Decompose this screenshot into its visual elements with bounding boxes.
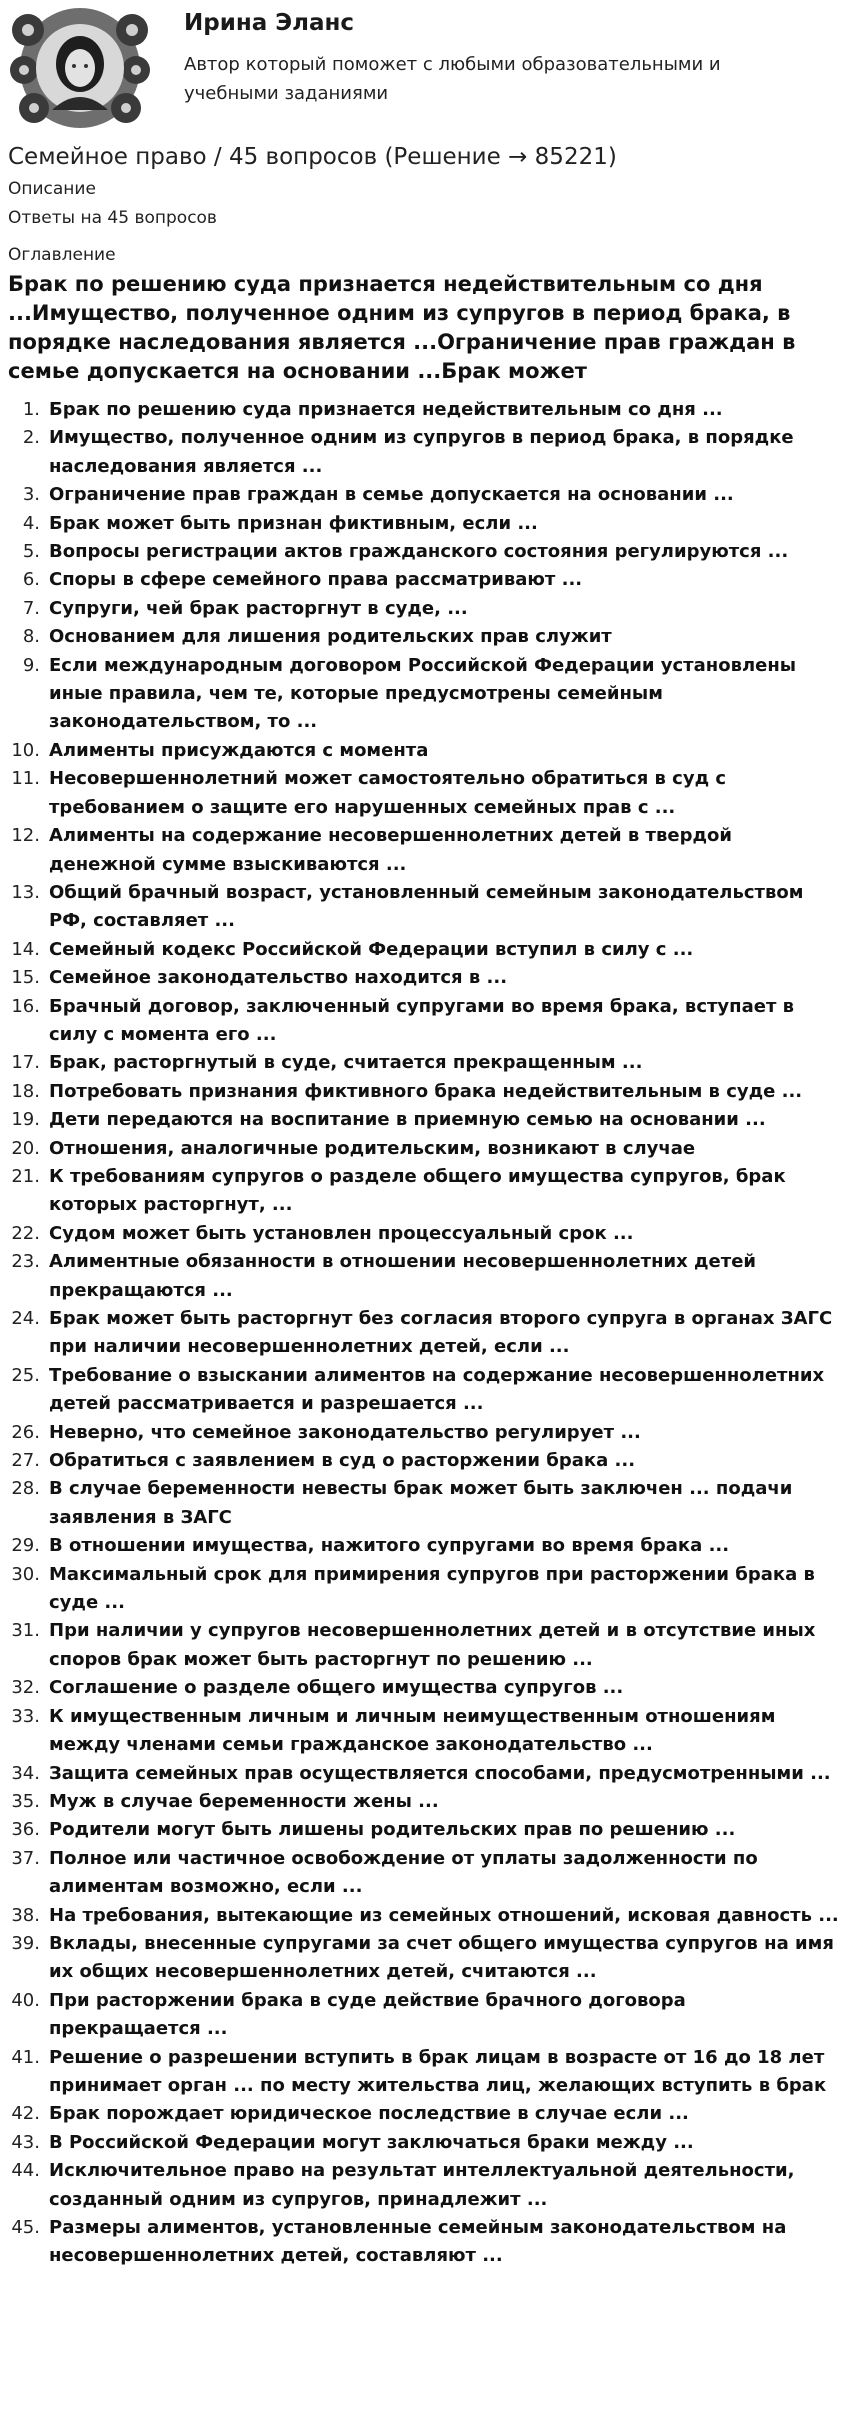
question-item <box>0 652 847 737</box>
question-number: 5. <box>22 541 40 563</box>
question-number: 35. <box>11 1790 40 1812</box>
question-text: В Российской Федерации могут заключаться браки между ... <box>49 2131 694 2153</box>
question-text: Споры в сфере семейного права рассматривают ... <box>49 569 583 591</box>
question-text: Семейный кодекс Российской Федерации вступил в силу с ... <box>49 938 694 960</box>
question-number: 19. <box>11 1109 40 1131</box>
question-text: Требование о взыскании алиментов на содержание несовершеннолетних детей рассматривается и разрешается ... <box>49 1364 825 1415</box>
description-label: Описание <box>8 179 96 199</box>
question-number: 9. <box>22 654 40 676</box>
question-text: Неверно, что семейное законодательство регулирует ... <box>49 1421 641 1443</box>
question-number: 10. <box>11 739 40 761</box>
question-number: 8. <box>22 626 40 648</box>
question-text: Алименты на содержание несовершеннолетних детей в твердой денежной сумме взыскиваются ... <box>49 825 732 875</box>
question-text: Имущество, полученное одним из супругов в период брака, в порядке наследования является ... <box>49 427 794 477</box>
question-number: 14. <box>11 938 40 960</box>
question-item <box>0 2129 847 2157</box>
question-text: Основанием для лишения родительских прав служит <box>49 626 612 648</box>
question-number: 36. <box>11 1819 40 1841</box>
question-text: Супруги, чей брак расторгнут в суде, ... <box>49 597 468 619</box>
question-number: 26. <box>11 1421 40 1443</box>
question-text: В случае беременности невесты брак может быть заключен ... подачи заявления в ЗАГС <box>49 1478 793 1528</box>
question-item <box>0 510 847 538</box>
question-item <box>0 1561 847 1618</box>
question-item <box>0 538 847 566</box>
question-item <box>0 1248 847 1305</box>
question-item <box>0 623 847 651</box>
question-item <box>0 566 847 594</box>
question-number: 32. <box>11 1677 40 1699</box>
question-number: 41. <box>11 2046 40 2068</box>
question-number: 30. <box>11 1563 40 1585</box>
question-number: 31. <box>11 1620 40 1642</box>
author-name[interactable]: Ирина Эланс <box>184 10 355 36</box>
question-item <box>0 1902 847 1930</box>
question-text: Судом может быть установлен процессуальный срок ... <box>49 1222 634 1244</box>
question-text: При наличии у супругов несовершеннолетних детей и в отсутствие иных споров брак может быть расторгнут по решению ... <box>49 1620 816 1670</box>
question-item <box>0 1816 847 1844</box>
question-item <box>0 1930 847 1987</box>
question-text: Максимальный срок для примирения супругов при расторжении брака в суде ... <box>49 1563 815 1614</box>
question-text: Общий брачный возраст, установленный семейным законодательством РФ, составляет ... <box>49 881 804 932</box>
question-text: Вклады, внесенные супругами за счет общего имущества супругов на имя их общих несовершеннолетних детей, считаются ... <box>49 1932 834 1983</box>
question-number: 6. <box>22 569 40 591</box>
question-text: Брак по решению суда признается недействительным со дня ... <box>49 399 723 420</box>
question-text: При расторжении брака в суде действие брачного договора прекращается ... <box>49 1989 686 2040</box>
question-item <box>0 2100 847 2128</box>
author-avatar[interactable] <box>6 6 154 130</box>
question-text: Брачный договор, заключенный супругами во время брака, вступает в силу с момента его ... <box>49 995 795 1045</box>
question-number: 22. <box>11 1222 40 1244</box>
question-text: Если международным договором Российской Федерации установлены иные правила, чем те, которые предусмотрены семейным законодательством, то ... <box>49 654 797 733</box>
question-item <box>0 481 847 509</box>
question-text: Размеры алиментов, установленные семейным законодательством на несовершеннолетних детей, составляют ... <box>49 2217 787 2267</box>
question-number: 11. <box>11 768 40 790</box>
question-text: Полное или частичное освобождение от уплаты задолженности по алиментам возможно, если ... <box>49 1847 758 1898</box>
question-item <box>0 1760 847 1788</box>
question-number: 37. <box>11 1847 40 1869</box>
question-text: Брак может быть расторгнут без согласия второго супруга в органах ЗАГС при наличии несовершеннолетних детей, если ... <box>49 1308 833 1358</box>
question-number: 34. <box>11 1762 40 1784</box>
question-text: Обратиться с заявлением в суд о расторжении брака ... <box>49 1450 636 1472</box>
question-text: Потребовать признания фиктивного брака недействительным в суде ... <box>49 1080 803 1102</box>
question-number: 23. <box>11 1251 40 1273</box>
question-item <box>0 1419 847 1447</box>
question-number: 42. <box>11 2103 40 2125</box>
question-number: 39. <box>11 1932 40 1954</box>
question-item <box>0 765 847 822</box>
question-text: Брак может быть признан фиктивным, если ... <box>49 512 538 534</box>
author-card <box>0 0 847 140</box>
question-number: 13. <box>11 881 40 903</box>
question-text: На требования, вытекающие из семейных отношений, исковая давность ... <box>49 1904 839 1926</box>
question-item <box>0 1135 847 1163</box>
question-text: Алиментные обязанности в отношении несовершеннолетних детей прекращаются ... <box>49 1251 757 1301</box>
toc-label: Оглавление <box>8 245 116 265</box>
question-text: Несовершеннолетний может самостоятельно обратиться в суд с требованием о защите его нарушенных семейных прав с ... <box>49 768 727 818</box>
question-number: 24. <box>11 1308 40 1329</box>
question-number: 21. <box>11 1165 40 1187</box>
question-number: 43. <box>11 2131 40 2153</box>
question-number: 18. <box>11 1080 40 1102</box>
question-number: 38. <box>11 1904 40 1926</box>
question-item <box>0 2044 847 2101</box>
question-text: Вопросы регистрации актов гражданского состояния регулируются ... <box>49 541 789 563</box>
question-text: К имущественным личным и личным неимущественным отношениям между членами семьи гражданское законодательство ... <box>49 1705 776 1756</box>
question-text: Исключительное право на результат интеллектуальной деятельности, созданный одним из супругов, принадлежит ... <box>49 2160 795 2210</box>
question-item <box>0 1447 847 1475</box>
question-item <box>0 595 847 623</box>
question-item <box>0 1674 847 1702</box>
question-text: Ограничение прав граждан в семье допускается на основании ... <box>49 484 734 506</box>
question-number: 45. <box>11 2217 40 2238</box>
question-number: 7. <box>22 597 40 619</box>
question-number: 25. <box>11 1364 40 1386</box>
question-text: К требованиям супругов о разделе общего имущества супругов, брак которых расторгнут, ... <box>49 1165 786 1216</box>
question-number: 16. <box>11 995 40 1017</box>
question-number: 3. <box>22 484 40 506</box>
question-item <box>0 936 847 964</box>
question-text: Алименты присуждаются с момента <box>49 739 429 761</box>
question-number: 33. <box>11 1705 40 1727</box>
question-item <box>0 737 847 765</box>
question-item <box>0 1987 847 2044</box>
question-text: Защита семейных прав осуществляется способами, предусмотренными ... <box>49 1762 831 1784</box>
page-title: Семейное право / 45 вопросов (Решение → 85221) <box>8 144 617 170</box>
question-number: 28. <box>11 1478 40 1500</box>
question-number: 20. <box>11 1137 40 1159</box>
question-item <box>0 1078 847 1106</box>
question-text: Отношения, аналогичные родительским, возникают в случае <box>49 1137 696 1159</box>
question-item <box>0 822 847 879</box>
question-number: 15. <box>11 967 40 989</box>
question-item <box>0 396 847 424</box>
question-item <box>0 1305 847 1362</box>
question-text: Брак, расторгнутый в суде, считается прекращенным ... <box>49 1052 643 1074</box>
question-item <box>0 2214 847 2271</box>
question-text: Семейное законодательство находится в ... <box>49 967 508 989</box>
question-number: 44. <box>11 2160 40 2182</box>
question-item <box>0 964 847 992</box>
question-item <box>0 1475 847 1532</box>
question-text: Муж в случае беременности жены ... <box>49 1790 439 1812</box>
question-number: 40. <box>11 1989 40 2011</box>
author-description: Автор который поможет с любыми образовательными и учебными заданиями <box>184 54 721 104</box>
question-number: 1. <box>22 399 40 420</box>
question-text: Решение о разрешении вступить в брак лицам в возрасте от 16 до 18 лет принимает орган ... по месту жительства лиц, желающих вступить в брак <box>49 2046 827 2096</box>
question-item <box>0 879 847 936</box>
question-item <box>0 1532 847 1560</box>
question-text: Соглашение о разделе общего имущества супругов ... <box>49 1677 624 1699</box>
question-item <box>0 424 847 481</box>
question-number: 2. <box>22 427 40 449</box>
question-number: 29. <box>11 1535 40 1557</box>
question-number: 4. <box>22 512 40 534</box>
question-item <box>0 1049 847 1077</box>
question-number: 12. <box>11 825 40 847</box>
question-item <box>0 993 847 1050</box>
question-item <box>0 1163 847 1220</box>
description-text: Ответы на 45 вопросов <box>8 208 217 228</box>
question-list <box>0 396 847 2271</box>
question-number: 17. <box>11 1052 40 1074</box>
question-item <box>0 1220 847 1248</box>
question-text: Брак порождает юридическое последствие в случае если ... <box>49 2103 689 2125</box>
question-number: 27. <box>11 1450 40 1472</box>
question-text: В отношении имущества, нажитого супругами во время брака ... <box>49 1535 730 1557</box>
question-item <box>0 1362 847 1419</box>
question-text: Родители могут быть лишены родительских прав по решению ... <box>49 1819 736 1841</box>
question-item <box>0 1703 847 1760</box>
toc-summary: Брак по решению суда признается недействительным со дня ...Имущество, полученное одним из супругов в период брака, в порядке наследования является ...Ограничение прав граждан в семье допускается на основании ...Брак может <box>8 272 796 383</box>
question-item <box>0 1845 847 1902</box>
question-item <box>0 1617 847 1674</box>
question-item <box>0 1106 847 1134</box>
question-text: Дети передаются на воспитание в приемную семью на основании ... <box>49 1109 766 1131</box>
question-item <box>0 2157 847 2214</box>
question-item <box>0 1788 847 1816</box>
